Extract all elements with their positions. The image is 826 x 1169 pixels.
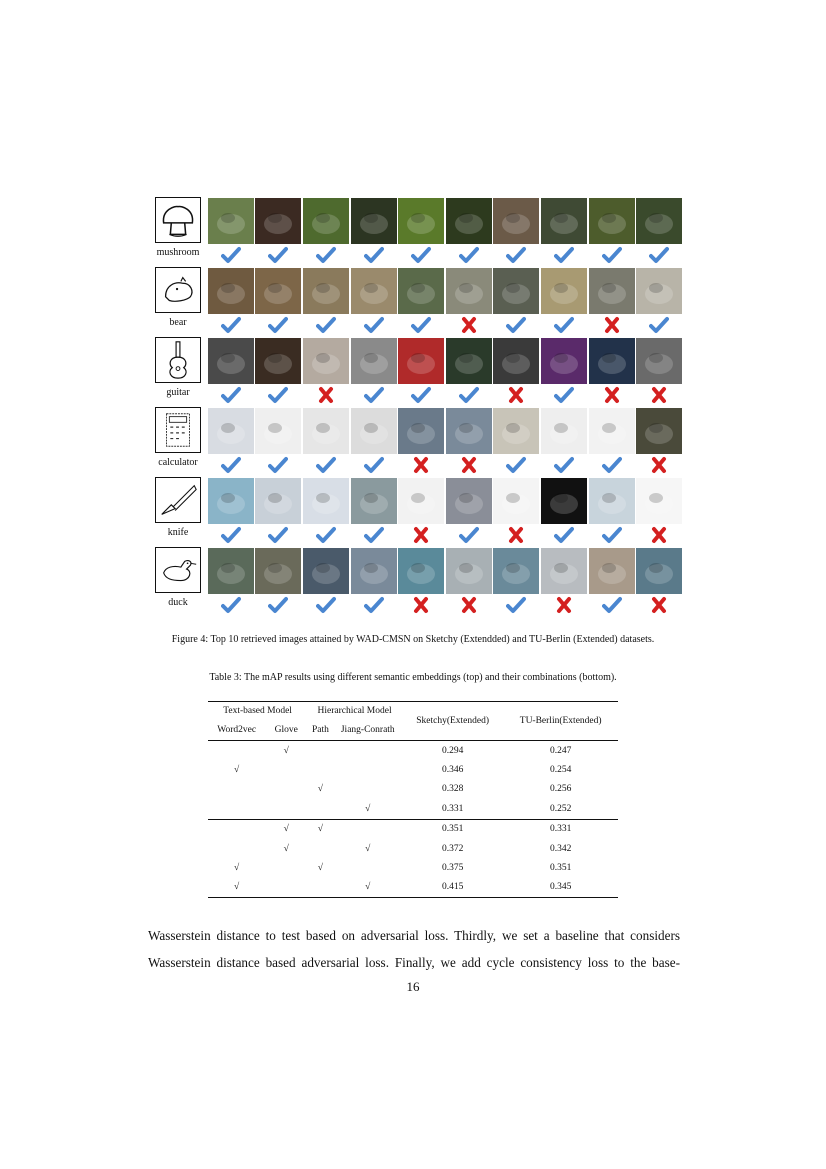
mushroom-photo-icon — [446, 198, 492, 244]
knife-photo-icon — [351, 478, 397, 524]
category-label: calculator — [158, 457, 198, 468]
cell-path — [307, 799, 333, 819]
figure-row-bear — [148, 262, 688, 332]
cell-jiang: √ — [334, 878, 402, 898]
guitar-photo-icon — [208, 338, 254, 384]
table-row — [208, 858, 618, 877]
cell-jiang — [334, 858, 402, 877]
mushroom-photo-icon — [255, 198, 301, 244]
cell-path: √ — [307, 819, 333, 839]
guitar-sketch-icon — [155, 337, 201, 383]
body-paragraph-line-2: Wasserstein distance based adversarial loss. Finally, we add cycle consistency loss to the base- — [148, 955, 680, 970]
knife-photo-icon — [255, 478, 301, 524]
cell-sketchy: 0.351 — [402, 819, 503, 839]
bear-photo-icon — [351, 268, 397, 314]
bear-photo-icon — [303, 268, 349, 314]
duck-photo-icon — [636, 548, 682, 594]
knife-photo-icon — [303, 478, 349, 524]
knife-photo-icon — [446, 478, 492, 524]
guitar-photo-icon — [636, 338, 682, 384]
calculator-photo-icon — [446, 408, 492, 454]
calculator-photo-icon — [589, 408, 635, 454]
bear-photo-icon — [398, 268, 444, 314]
cell-tuberlin: 0.345 — [503, 878, 618, 898]
cell-path — [307, 839, 333, 858]
cell-tuberlin: 0.247 — [503, 741, 618, 761]
calculator-photo-icon — [541, 408, 587, 454]
knife-photo-icon — [493, 478, 539, 524]
bear-photo-icon — [493, 268, 539, 314]
cross-mark-icon — [554, 596, 574, 614]
bear-photo-icon — [208, 268, 254, 314]
sketchy-header: Sketchy(Extended) — [402, 702, 503, 741]
guitar-photo-icon — [589, 338, 635, 384]
bear-photo-icon — [255, 268, 301, 314]
cell-tuberlin: 0.342 — [549, 843, 572, 854]
cell-sketchy: 0.294 — [402, 741, 503, 761]
tuberlin-header: TU-Berlin(Extended) — [503, 702, 618, 741]
cell-word2vec — [208, 839, 265, 858]
duck-photo-icon — [398, 548, 444, 594]
bear-photo-icon — [541, 268, 587, 314]
table-header-row — [208, 702, 618, 721]
cell-sketchy: 0.415 — [402, 878, 503, 898]
figure-row-mushroom — [148, 192, 688, 262]
cell-tuberlin: 0.252 — [549, 803, 572, 814]
knife-photo-icon — [541, 478, 587, 524]
bear-sketch-icon — [155, 267, 201, 313]
mushroom-photo-icon — [351, 198, 397, 244]
cell-sketchy: 0.346 — [441, 765, 464, 776]
results-table — [208, 701, 618, 898]
cross-mark-icon — [459, 596, 479, 614]
bear-photo-icon — [589, 268, 635, 314]
jiang-conrath-header: Jiang-Conrath — [340, 725, 395, 735]
duck-photo-icon — [208, 548, 254, 594]
duck-sketch-icon — [155, 547, 201, 593]
cell-glove: √ — [265, 819, 307, 839]
table-row — [208, 799, 618, 819]
calculator-photo-icon — [493, 408, 539, 454]
cell-path: √ — [317, 784, 323, 795]
cell-glove: √ — [283, 843, 289, 854]
mushroom-sketch-icon — [155, 197, 201, 243]
knife-sketch-icon — [155, 477, 201, 523]
category-label: knife — [167, 527, 189, 538]
text-based-model-header: Text-based Model — [208, 702, 307, 721]
duck-photo-icon — [351, 548, 397, 594]
cell-path: √ — [317, 863, 323, 874]
retrieval-figure — [148, 192, 688, 612]
cell-word2vec: √ — [208, 878, 265, 898]
duck-photo-icon — [255, 548, 301, 594]
hierarchical-model-header: Hierarchical Model — [307, 702, 402, 721]
cell-word2vec: √ — [234, 863, 240, 874]
mushroom-photo-icon — [541, 198, 587, 244]
cell-word2vec — [208, 741, 265, 761]
guitar-photo-icon — [255, 338, 301, 384]
duck-photo-icon — [446, 548, 492, 594]
category-label: bear — [169, 317, 187, 328]
table-row — [208, 780, 618, 799]
knife-photo-icon — [398, 478, 444, 524]
knife-photo-icon — [636, 478, 682, 524]
guitar-photo-icon — [303, 338, 349, 384]
cell-tuberlin: 0.351 — [549, 863, 572, 874]
cell-sketchy: 0.375 — [441, 863, 464, 874]
cell-path — [307, 878, 333, 898]
cell-jiang: √ — [365, 843, 371, 854]
knife-photo-icon — [208, 478, 254, 524]
calculator-photo-icon — [303, 408, 349, 454]
mushroom-photo-icon — [303, 198, 349, 244]
page-number: 16 — [406, 979, 420, 994]
duck-photo-icon — [541, 548, 587, 594]
table-row — [208, 760, 618, 779]
body-paragraph-line-1: Wasserstein distance to test based on adversarial loss. Thirdly, we set a baseline that considers — [148, 928, 680, 943]
cross-mark-icon — [411, 596, 431, 614]
guitar-photo-icon — [398, 338, 444, 384]
cell-word2vec — [208, 780, 265, 799]
mushroom-photo-icon — [493, 198, 539, 244]
table-row — [208, 878, 618, 898]
table-row — [208, 741, 618, 761]
cell-path — [307, 760, 333, 779]
path-header: Path — [311, 725, 329, 735]
figure-row-duck — [148, 542, 688, 612]
guitar-photo-icon — [446, 338, 492, 384]
table-row — [208, 839, 618, 858]
cell-glove — [265, 858, 307, 877]
calculator-photo-icon — [255, 408, 301, 454]
cell-sketchy: 0.331 — [441, 803, 464, 814]
cell-tuberlin: 0.331 — [503, 819, 618, 839]
calculator-photo-icon — [398, 408, 444, 454]
category-label: mushroom — [156, 247, 200, 258]
cell-path — [307, 741, 333, 761]
guitar-photo-icon — [541, 338, 587, 384]
figure-caption: Figure 4: Top 10 retrieved images attained by WAD-CMSN on Sketchy (Extendded) and TU-Berlin (Extended) datasets. — [171, 634, 655, 645]
table-row — [208, 819, 618, 839]
check-mark-icon — [221, 596, 241, 614]
mushroom-photo-icon — [208, 198, 254, 244]
cell-tuberlin: 0.254 — [549, 765, 572, 776]
check-mark-icon — [268, 596, 288, 614]
duck-photo-icon — [493, 548, 539, 594]
category-label: guitar — [166, 387, 190, 398]
figure-row-calculator — [148, 402, 688, 472]
cell-glove — [265, 760, 307, 779]
calculator-photo-icon — [636, 408, 682, 454]
mushroom-photo-icon — [636, 198, 682, 244]
cell-glove — [265, 780, 307, 799]
check-mark-icon — [602, 596, 622, 614]
duck-photo-icon — [589, 548, 635, 594]
figure-row-knife — [148, 472, 688, 542]
check-mark-icon — [316, 596, 336, 614]
cross-mark-icon — [649, 596, 669, 614]
guitar-photo-icon — [351, 338, 397, 384]
cell-glove — [265, 878, 307, 898]
calculator-photo-icon — [208, 408, 254, 454]
word2vec-header: Word2vec — [217, 725, 257, 735]
cell-jiang — [334, 819, 402, 839]
cell-jiang — [334, 741, 402, 761]
bear-photo-icon — [636, 268, 682, 314]
cell-tuberlin: 0.256 — [549, 784, 572, 795]
cell-word2vec — [208, 799, 265, 819]
glove-header: Glove — [274, 725, 298, 735]
cell-jiang — [334, 760, 402, 779]
cell-word2vec: √ — [234, 765, 240, 776]
cell-glove: √ — [265, 741, 307, 761]
knife-photo-icon — [589, 478, 635, 524]
duck-photo-icon — [303, 548, 349, 594]
cell-glove — [265, 799, 307, 819]
cell-jiang: √ — [365, 803, 371, 814]
mushroom-photo-icon — [398, 198, 444, 244]
category-label: duck — [168, 597, 188, 608]
table-caption: Table 3: The mAP results using different semantic embeddings (top) and their combinations (bottom). — [209, 672, 617, 683]
bear-photo-icon — [446, 268, 492, 314]
cell-jiang — [334, 780, 402, 799]
calculator-photo-icon — [351, 408, 397, 454]
check-mark-icon — [364, 596, 384, 614]
figure-row-guitar — [148, 332, 688, 402]
cell-sketchy: 0.372 — [441, 843, 464, 854]
cell-word2vec — [208, 819, 265, 839]
guitar-photo-icon — [493, 338, 539, 384]
mushroom-photo-icon — [589, 198, 635, 244]
calculator-sketch-icon — [155, 407, 201, 453]
cell-sketchy: 0.328 — [441, 784, 464, 795]
check-mark-icon — [506, 596, 526, 614]
